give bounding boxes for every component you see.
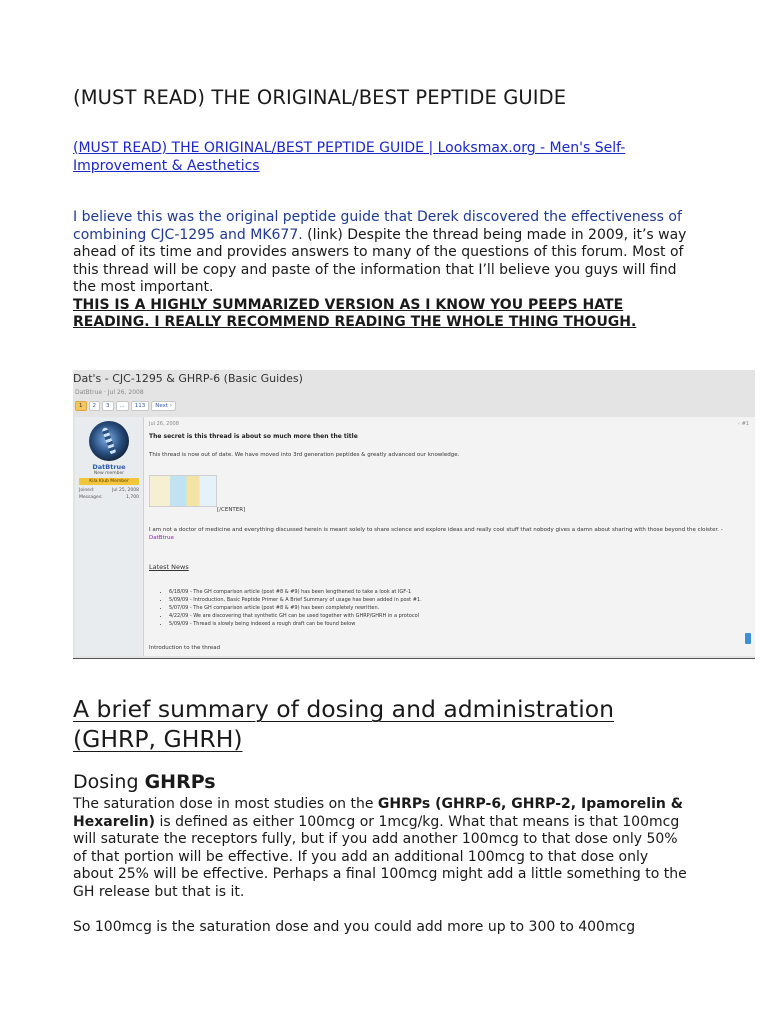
user-messages bbox=[79, 495, 139, 500]
news-item: • 4/22/09 - We are discovering that synthetic GH can be used together with GHRP/GHRH in a protocol bbox=[169, 612, 422, 620]
center-tag: [/CENTER] bbox=[217, 507, 246, 513]
para-text-2: is defined as either 100mcg or 1mcg/kg. What that means is that 100mcg will saturate the receptors fully, but if you add another 100mcg to that dose only 50% of that portion will be effective. If you add an additional 100mcg to that dose only about 25% will be effective. Perhaps a final 100mcg might add a little something to the GH release but that is it. bbox=[73, 813, 687, 900]
subheading-bold: GHRPs bbox=[144, 771, 216, 793]
disclaimer-text: I am not a doctor of medicine and everything discussed herein is meant solely to share science and explore ideas and really cool stuff that nobody gives a damn about sharing with those beyond the cloister. - bbox=[149, 527, 723, 533]
intro-thread-label: Introduction to the thread bbox=[149, 645, 221, 651]
document-title: (MUST READ) THE ORIGINAL/BEST PEPTIDE GUIDE bbox=[73, 86, 567, 109]
section-heading: A brief summary of dosing and administration (GHRP, GHRH) bbox=[73, 695, 615, 753]
user-role: New member bbox=[93, 471, 125, 476]
next-page-link[interactable]: Next › bbox=[151, 401, 176, 411]
forum-screenshot bbox=[73, 370, 755, 659]
post-disclaimer bbox=[149, 526, 749, 542]
subheading-plain: Dosing bbox=[73, 771, 145, 793]
saturation-paragraph: So 100mcg is the saturation dose and you could add more up to 300 to 400mcg bbox=[73, 919, 636, 935]
signature-link[interactable]: DatBtrue bbox=[149, 535, 174, 541]
news-item: • 5/07/09 - The GH comparison article (post #8 & #9) has been completely rewritten. bbox=[169, 604, 422, 612]
user-sidebar bbox=[75, 417, 144, 656]
para-text-1: The saturation dose in most studies on the bbox=[73, 796, 378, 812]
avatar[interactable] bbox=[89, 421, 129, 461]
news-item: • 6/18/09 - The GH comparison article (post #8 & #9) has been lengthened to take a look at IGF-1 bbox=[169, 588, 422, 596]
joined-value: Jul 25, 2008 bbox=[112, 488, 139, 493]
latest-news-heading: Latest News bbox=[149, 563, 189, 571]
intro-highlight: I believe this was the original peptide guide that Derek discovered the effectiveness of combining CJC-1295 and MK677. bbox=[73, 209, 682, 243]
intro-emphasis: THIS IS A HIGHLY SUMMARIZED VERSION AS I KNOW YOU PEEPS HATE READING. I REALLY RECOMMEND READING THE WHOLE THING THOUGH. bbox=[73, 296, 637, 330]
username[interactable]: DatBtrue bbox=[92, 463, 126, 471]
forum-thread-meta: DatBtrue · Jul 26, 2008 bbox=[75, 389, 144, 396]
forum-post-container bbox=[75, 417, 755, 656]
post-thumbnail-image[interactable] bbox=[149, 475, 217, 507]
page-link[interactable]: 3 bbox=[102, 401, 114, 411]
post-date: Jul 26, 2008 bbox=[149, 421, 179, 427]
user-badge: Kila Klub Member bbox=[79, 478, 139, 485]
page-link: ... bbox=[116, 401, 129, 411]
forum-thread-title: Dat's - CJC-1295 & GHRP-6 (Basic Guides) bbox=[73, 372, 303, 385]
news-item: • 5/09/09 - Thread is slowly being indexed a rough draft can be found below bbox=[169, 620, 422, 628]
messages-label: Messages: bbox=[79, 495, 103, 500]
source-link[interactable]: (MUST READ) THE ORIGINAL/BEST PEPTIDE GUIDE | Looksmax.org - Men's Self-Improvement & Aesthetics bbox=[73, 140, 626, 174]
intro-body: (link) Despite the thread being made in 2009, it’s way ahead of its time and provides answers to many of the questions of this forum. Most of this thread will be copy and paste of the information that I’ll believe you guys will find the most important. bbox=[73, 226, 687, 295]
post-headline: The secret is this thread is about so much more then the title bbox=[149, 433, 358, 440]
joined-label: Joined: bbox=[79, 488, 95, 493]
para-bold: GHRPs (GHRP-6, GHRP-2, Ipamorelin & Hexarelin) bbox=[73, 796, 683, 830]
intro-paragraph bbox=[73, 209, 688, 332]
page-link[interactable]: 1 bbox=[75, 401, 87, 411]
dosing-paragraph bbox=[73, 796, 688, 901]
post-note: This thread is now out of date. We have moved into 3rd generation peptides & greatly advanced our knowledge. bbox=[149, 452, 460, 458]
post-body bbox=[147, 417, 751, 656]
user-joined bbox=[79, 488, 139, 493]
page-link[interactable]: 2 bbox=[89, 401, 101, 411]
scroll-button[interactable] bbox=[745, 633, 751, 644]
dosing-subheading bbox=[73, 771, 216, 793]
forum-pager bbox=[75, 401, 176, 411]
post-permalink[interactable]: ‹ #1 bbox=[738, 421, 749, 427]
news-list bbox=[161, 588, 422, 628]
page-link[interactable]: 113 bbox=[131, 401, 150, 411]
news-item: • 5/09/09 - Introduction, Basic Peptide Primer & A Brief Summary of usage has been added in post #1. bbox=[169, 596, 422, 604]
messages-value: 1,700 bbox=[126, 495, 139, 500]
